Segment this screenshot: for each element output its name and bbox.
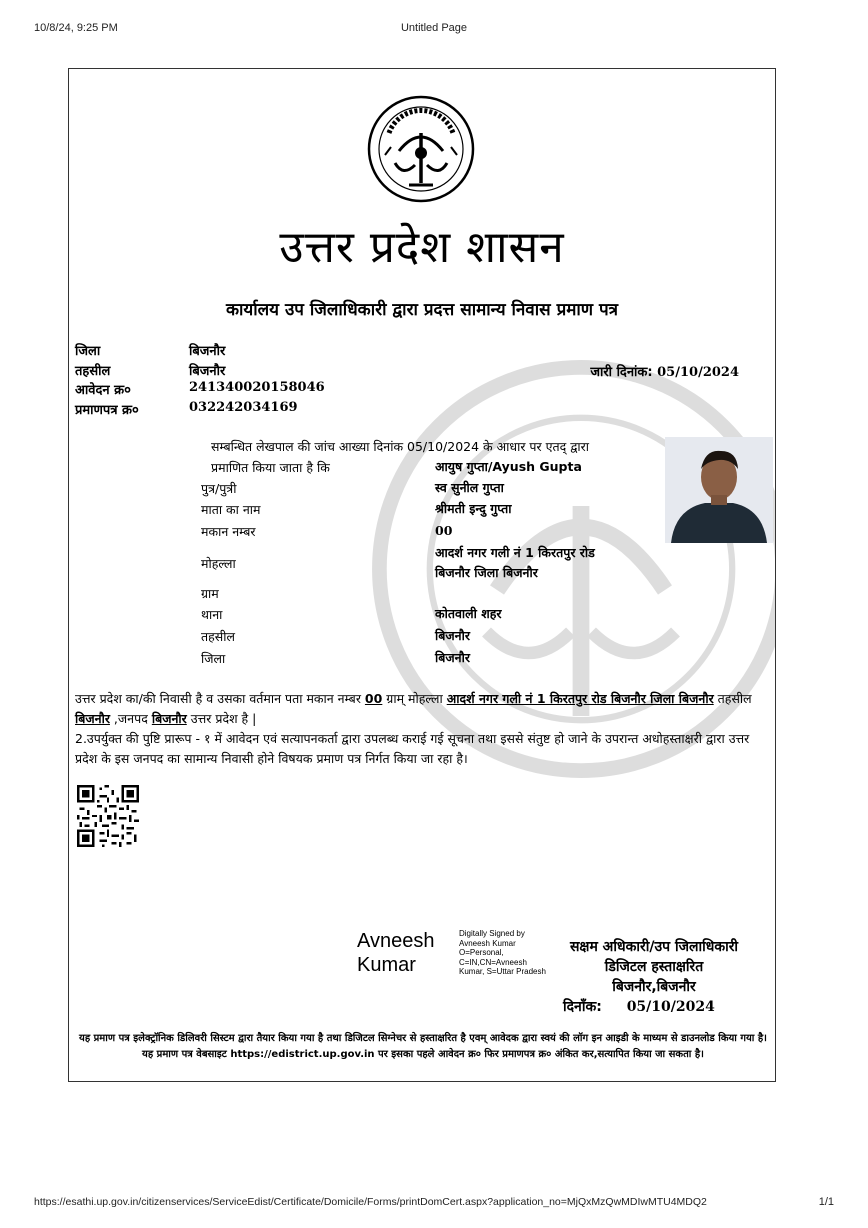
name-value: आयुष गुप्ता/Ayush Gupta: [435, 459, 582, 474]
mohalla-value-line1: आदर्श नगर गली नं 1 किरतपुर रोड: [435, 545, 595, 560]
statement-house: 00: [364, 691, 383, 706]
tehsil-label: तहसील: [75, 364, 111, 379]
field-district-label: जिला: [201, 651, 226, 666]
print-datetime: 10/8/24, 9:25 PM: [34, 22, 118, 34]
application-no-value: 241340020158046: [189, 380, 325, 395]
signature-date: [563, 997, 715, 1016]
thana-label: थाना: [201, 607, 223, 622]
field-tehsil-value: बिजनौर: [435, 628, 470, 643]
statement-district: बिजनौर: [151, 711, 187, 726]
print-page-title: Untitled Page: [400, 22, 468, 34]
print-page-count: 1/1: [818, 1196, 834, 1208]
authority-line: डिजिटल हस्ताक्षरित: [604, 959, 704, 975]
signature-date-value: 05/10/2024: [626, 999, 715, 1015]
qr-code: [77, 785, 139, 847]
certificate-no-label: प्रमाणपत्र क्र०: [75, 403, 139, 418]
certificate-no-value: 032242034169: [189, 400, 298, 415]
village-label: ग्राम: [201, 586, 219, 601]
field-district-value: बिजनौर: [435, 650, 470, 665]
father-value: स्व सुनील गुप्ता: [435, 480, 504, 495]
mohalla-label: मोहल्ला: [201, 556, 236, 571]
field-tehsil-label: तहसील: [201, 629, 235, 644]
issue-date-value: 05/10/2024: [657, 365, 739, 380]
digital-signature-line: C=IN,CN=Avneesh: [459, 957, 527, 967]
applicant-photo: [665, 437, 773, 543]
intro-line: सम्बन्धित लेखपाल की जांच आख्या दिनांक 05/10/2024 के आधार पर एतद् द्वारा: [211, 439, 590, 454]
digital-signature-line: Kumar, S=Uttar Pradesh: [459, 967, 546, 976]
digital-signature-line: Digitally Signed by: [459, 929, 525, 938]
certificate-heading: कार्यालय उप जिलाधिकारी द्वारा प्रदत्त सामान्य निवास प्रमाण पत्र: [225, 300, 619, 320]
relation-label: पुत्र/पुत्री: [201, 481, 237, 496]
mother-label: माता का नाम: [201, 502, 261, 517]
statement-text: उत्तर प्रदेश का/की निवासी है व उसका वर्तमान पता मकान नम्बर: [75, 691, 365, 706]
issue-date-label: जारी दिनांक:: [590, 365, 653, 380]
signature-date-label: दिनाँक:: [563, 999, 602, 1015]
issue-date: [590, 362, 739, 380]
mohalla-value-line2: बिजनौर जिला बिजनौर: [435, 565, 538, 580]
signing-authority: [539, 937, 769, 997]
statement-text: तहसील: [713, 691, 752, 706]
district-label: जिला: [75, 344, 101, 359]
up-government-emblem-icon: [365, 93, 477, 205]
authority-line: बिजनौर,बिजनौर: [612, 979, 696, 995]
signer-name: [357, 929, 434, 977]
government-title: उत्तर प्रदेश शासन: [279, 222, 565, 273]
house-label: मकान नम्बर: [201, 524, 256, 539]
disclaimer: यह प्रमाण पत्र इलेक्ट्रॉनिक डिलिवरी सिस्टम द्वारा तैयार किया गया है तथा डिजिटल सिग्नेचर से हस्ताक्षरित है एवम् आवेदक द्वारा स्वयं की लॉग इन आइडी के माध्यम से डाउनलोड किया गया है। यह प्रमाण पत्र वेबसाइट https://edistrict.up.gov.in पर इसका पहले आवेदन क्र० फिर प्रमाणपत्र क्र० अंकित कर,सत्यापित किया जा सकता है।: [79, 1033, 767, 1060]
statement-text: ग्राम् मोहल्ला: [382, 691, 447, 706]
statement-paragraph-2: 2.उपर्युक्त की पुष्टि प्रारूप - १ में आवेदन एवं सत्यापनकर्ता द्वारा उपलब्ध कराई गई सूचना तथा इससे संतुष्ट हो जाने के उपरान्त अधोहस्ताक्षरी द्वारा उत्तर प्रदेश के इस जनपद का सामान्य निवासी होने विषयक प्रमाण पत्र निर्गत किया जा रहा है।: [75, 731, 750, 766]
tehsil-value: बिजनौर: [189, 364, 226, 379]
signer-name-line: Kumar: [357, 954, 416, 976]
certified-label: प्रमाणित किया जाता है कि: [211, 460, 330, 475]
statement-tehsil: बिजनौर: [75, 711, 110, 726]
mother-value: श्रीमती इन्दु गुप्ता: [435, 501, 512, 516]
district-value: बिजनौर: [189, 344, 226, 359]
house-value: 00: [435, 523, 453, 538]
print-url: https://esathi.up.gov.in/citizenservices/ServiceEdist/Certificate/Domicile/Forms/printDomCert.aspx?application_no=MjQxMzQwMDIwMTU4MDQ2: [34, 1196, 707, 1208]
signer-name-line: Avneesh: [357, 930, 435, 952]
application-no-label: आवेदन क्र०: [75, 383, 131, 398]
statement-paragraph-1: [75, 689, 771, 729]
digital-signature-line: O=Personal,: [459, 948, 504, 957]
authority-line: सक्षम अधिकारी/उप जिलाधिकारी: [569, 939, 739, 955]
print-footer: [0, 1196, 868, 1210]
statement-mohalla: आदर्श नगर गली नं 1 किरतपुर रोड बिजनौर जिला बिजनौर: [446, 691, 714, 706]
statement-text: ,जनपद: [109, 711, 152, 726]
certificate: [68, 68, 776, 1082]
print-header: [0, 22, 868, 36]
statement-text: उत्तर प्रदेश है |: [186, 711, 257, 726]
thana-value: कोतवाली शहर: [435, 606, 502, 621]
digital-signature-line: Avneesh Kumar: [459, 938, 516, 948]
